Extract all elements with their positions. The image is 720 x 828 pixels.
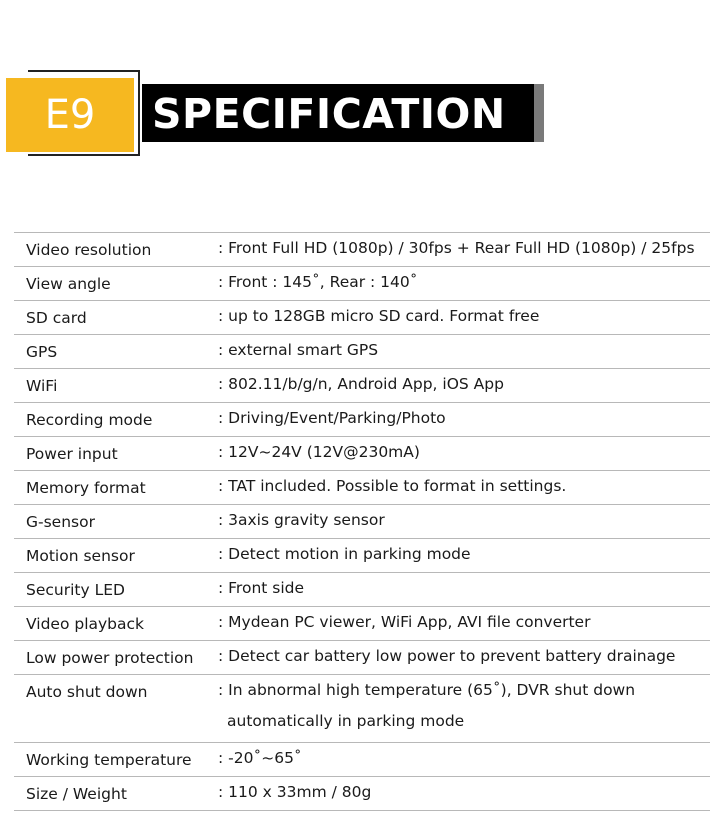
spec-value: : Detect motion in parking mode: [218, 545, 471, 563]
spec-value-line-2: automatically in parking mode: [227, 712, 465, 730]
spec-row: [14, 232, 710, 267]
spec-value-line-1: : In abnormal high temperature (65˚), DVR shut down: [218, 681, 636, 699]
spec-row: [14, 777, 710, 811]
spec-table: [14, 232, 710, 811]
spec-label: G-sensor: [26, 513, 95, 531]
spec-label: Video resolution: [26, 241, 152, 259]
spec-row: [14, 607, 710, 641]
spec-row: [14, 641, 710, 675]
spec-label: GPS: [26, 343, 58, 361]
spec-value: : 110 x 33mm / 80g: [218, 783, 372, 801]
spec-value: [218, 675, 710, 742]
spec-label: SD card: [26, 309, 87, 327]
spec-row: [14, 539, 710, 573]
spec-value: : Detect car battery low power to prevent battery drainage: [218, 647, 676, 665]
spec-value: : TAT included. Possible to format in settings.: [218, 477, 567, 495]
spec-row: [14, 369, 710, 403]
spec-label: Working temperature: [26, 751, 192, 769]
spec-label: Low power protection: [26, 649, 194, 667]
spec-value: : external smart GPS: [218, 341, 379, 359]
spec-value: : Driving/Event/Parking/Photo: [218, 409, 446, 427]
spec-value: : 802.11/b/g/n, Android App, iOS App: [218, 375, 504, 393]
spec-value: : 12V~24V (12V@230mA): [218, 443, 420, 461]
spec-row: [14, 743, 710, 777]
spec-label: Auto shut down: [26, 683, 148, 701]
spec-banner: [0, 0, 720, 200]
spec-value: : Front Full HD (1080p) / 30fps + Rear Full HD (1080p) / 25fps: [218, 239, 695, 257]
spec-row: [14, 335, 710, 369]
spec-label: Security LED: [26, 581, 125, 599]
spec-row: [14, 471, 710, 505]
spec-row: [14, 267, 710, 301]
spec-value: : Front : 145˚, Rear : 140˚: [218, 273, 418, 291]
model-badge: [6, 78, 134, 152]
model-name: E9: [44, 92, 96, 138]
spec-value: : up to 128GB micro SD card. Format free: [218, 307, 540, 325]
spec-value: : 3axis gravity sensor: [218, 511, 385, 529]
spec-value: : Mydean PC viewer, WiFi App, AVI file converter: [218, 613, 591, 631]
spec-row: [14, 573, 710, 607]
page-title: SPECIFICATION: [152, 90, 506, 138]
spec-row: [14, 675, 710, 743]
spec-row: [14, 403, 710, 437]
spec-row: [14, 437, 710, 471]
spec-label: Recording mode: [26, 411, 153, 429]
spec-label: View angle: [26, 275, 111, 293]
spec-label: WiFi: [26, 377, 58, 395]
spec-value: : Front side: [218, 579, 305, 597]
title-bar-end-cap: [534, 84, 544, 142]
spec-label: Motion sensor: [26, 547, 135, 565]
spec-label: Video playback: [26, 615, 145, 633]
spec-label: Memory format: [26, 479, 146, 497]
spec-row: [14, 505, 710, 539]
spec-label: Size / Weight: [26, 785, 127, 803]
spec-row: [14, 301, 710, 335]
spec-label: Power input: [26, 445, 118, 463]
spec-value: : -20˚~65˚: [218, 749, 302, 767]
